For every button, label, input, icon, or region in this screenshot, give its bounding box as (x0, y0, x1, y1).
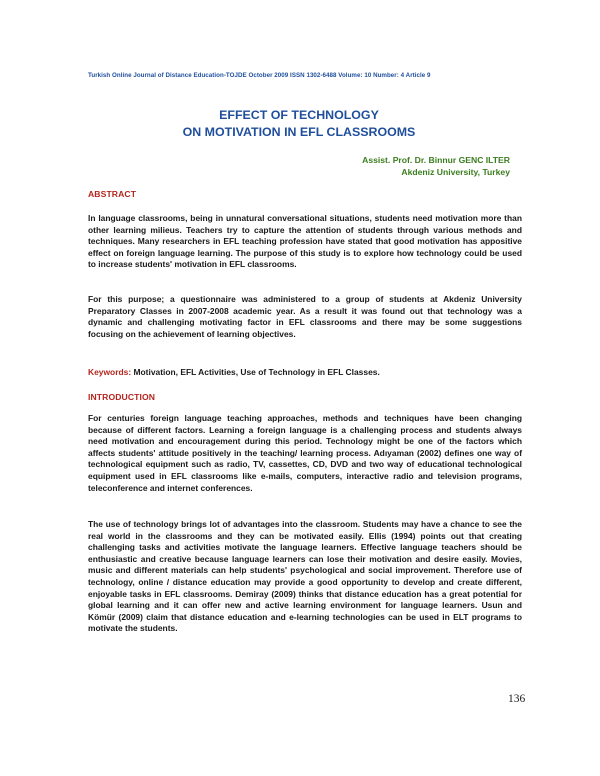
abstract-heading: ABSTRACT (88, 189, 137, 199)
title-line-2: ON MOTIVATION IN EFL CLASSROOMS (182, 125, 416, 139)
article-title (88, 107, 510, 141)
keywords-label: Keywords: (88, 367, 132, 377)
introduction-heading: INTRODUCTION (88, 392, 156, 402)
title-line-1: EFFECT OF TECHNOLOGY (219, 108, 379, 122)
page-number: 136 (508, 693, 526, 705)
abstract-paragraph-2: For this purpose; a questionnaire was administered to a group of students at Akdeniz University Preparatory Classes in 2007-2008 academic year. As a result it was found out that technology was a dynamic and challenging motivating factor in EFL classrooms and there may be some suggestions focusing on the achievement of learning objectives. (88, 294, 522, 339)
keywords-text: Motivation, EFL Activities, Use of Technology in EFL Classes. (133, 367, 380, 377)
running-header: Turkish Online Journal of Distance Education-TOJDE October 2009 ISSN 1302-6488 Volume: 10 Number: 4 Article 9 (88, 72, 431, 79)
author-affiliation: Akdeniz University, Turkey (401, 167, 510, 177)
author-name: Assist. Prof. Dr. Binnur GENC ILTER (362, 155, 510, 165)
introduction-paragraph-1: For centuries foreign language teaching approaches, methods and techniques have been changing because of different factors. Learning a foreign language is a challenging process and students always need motivation and encouragement during this period. Technology might be one of the factors which affects students' attitude positively in the teaching/ learning process. Adıyaman (2002) defines one way of technological equipment such as radio, TV, cassettes, CD, DVD and two way of educational technological equipment used in EFL classrooms like e-mails, computers, interactive radio and television programs, teleconference and internet conferences. (88, 413, 522, 493)
introduction-paragraph-2: The use of technology brings lot of advantages into the classroom. Students may have a chance to see the real world in the classrooms and they can be motivated easily. Ellis (1994) points out that creating challenging tasks and activities motivate the language learners. Effective language teachers should be enthusiastic and creative because language learners can lose their motivation and desire easily. Movies, music and different materials can help students' psychological and social improvement. Therefore use of technology, online / distance education may provide a good opportunity to develop and create different, enjoyable tasks in EFL classrooms. Demiray (2009) thinks that distance education has a great potential for global learning and it can offer new and active learning environment for language learners. Usun and Kömür (2009) claim that distance education and e-learning technologies can be used in ELT programs to motivate the students. (88, 519, 522, 634)
author-block (362, 154, 510, 178)
abstract-paragraph-1: In language classrooms, being in unnatural conversational situations, students need motivation more than other learning milieus. Teachers try to capture the attention of students through various methods and techniques. Many researchers in EFL teaching profession have stated that good motivation has appositive effect on foreign language learning. The purpose of this study is to explore how technology could be used to increase students' motivation in EFL classrooms. (88, 213, 522, 270)
keywords-line (88, 367, 522, 377)
